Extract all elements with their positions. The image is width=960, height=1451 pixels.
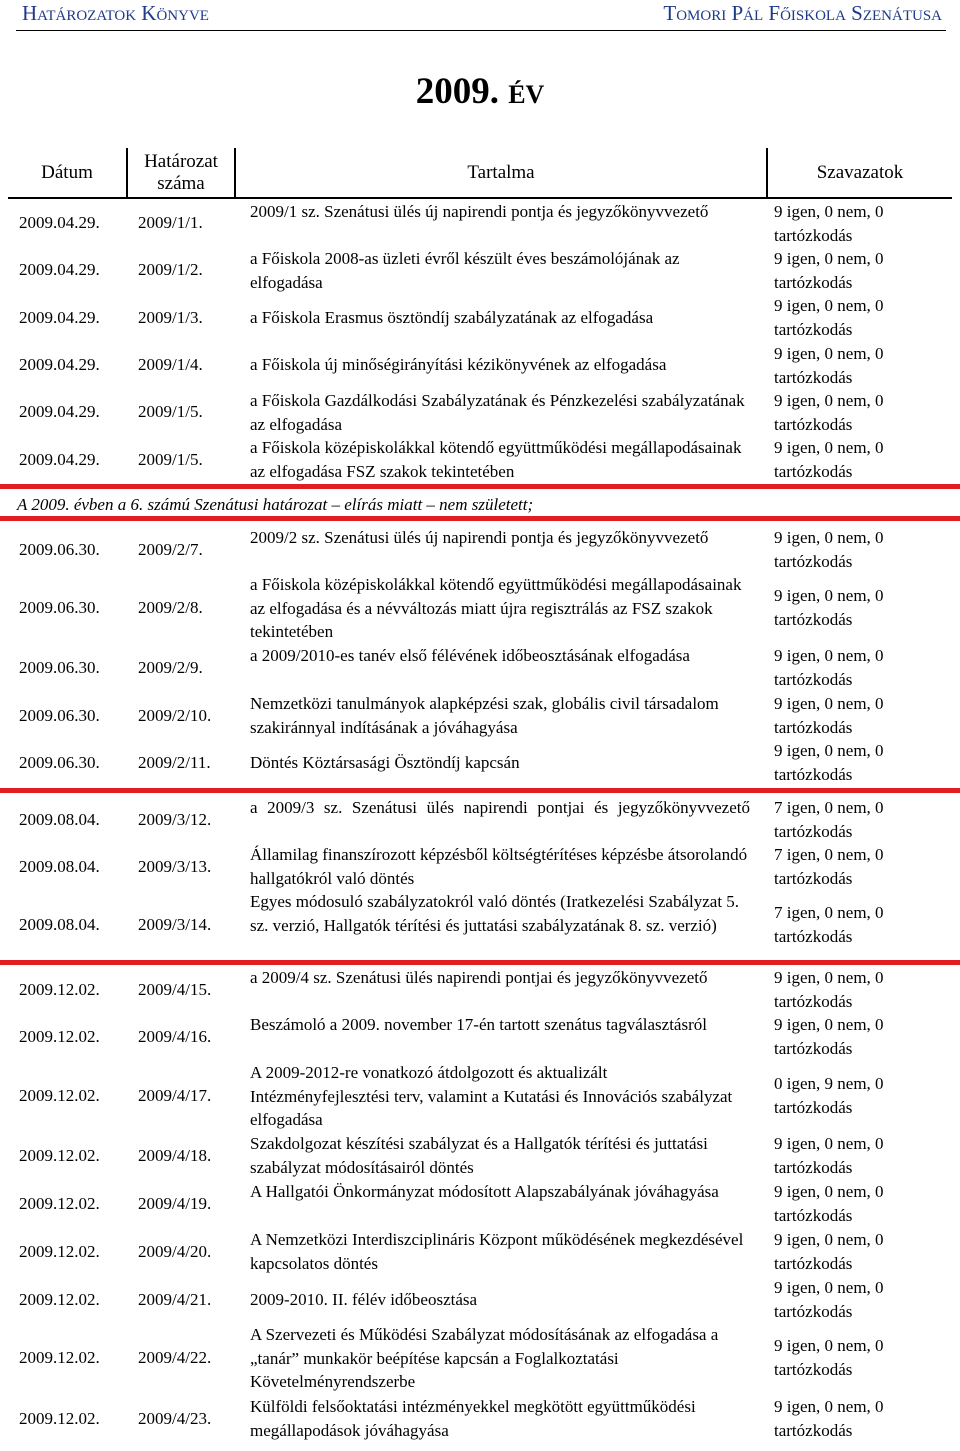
row-content: A Nemzetközi Interdiszciplináris Központ működésének megkezdésével kapcsolatos döntés	[250, 1230, 744, 1273]
section-divider	[0, 960, 960, 965]
column-header-rule	[8, 197, 952, 199]
row-votes: 9 igen, 0 nem, 0 tartózkodás	[774, 528, 884, 571]
year-title: 2009. év	[415, 71, 545, 112]
row-votes: 7 igen, 0 nem, 0 tartózkodás	[774, 798, 884, 841]
row-number: 2009/3/13.	[138, 857, 212, 876]
row-number: 2009/2/9.	[138, 658, 203, 677]
row-votes: 7 igen, 0 nem, 0 tartózkodás	[774, 845, 884, 888]
row-votes: 9 igen, 0 nem, 0 tartózkodás	[774, 1015, 884, 1058]
row-content: a Főiskola Gazdálkodási Szabályzatának és Pénzkezelési szabályzatának az elfogadása	[250, 391, 745, 434]
row-content: a Főiskola 2008-as üzleti évről készült éves beszámolójának az elfogadása	[250, 249, 680, 292]
row-content: a 2009/3 sz. Szenátusi ülés napirendi pontjai és jegyzőkönyvvezető	[250, 798, 750, 817]
row-date: 2009.04.29.	[19, 260, 100, 279]
section-divider	[0, 788, 960, 793]
row-content: 2009/1 sz. Szenátusi ülés új napirendi pontja és jegyzőkönyvvezető	[250, 202, 709, 221]
row-content: Szakdolgozat készítési szabályzat és a Hallgatók térítési és juttatási szabályzat módosításairól döntés	[250, 1134, 708, 1177]
row-number: 2009/4/15.	[138, 980, 212, 999]
row-content: a Főiskola középiskolákkal kötendő együttműködési megállapodásainak az elfogadása és a névváltozás miatt újra regisztrálás az FSZ szakok tekintetében	[250, 575, 742, 641]
row-number: 2009/4/23.	[138, 1409, 212, 1428]
row-date: 2009.12.02.	[19, 980, 100, 999]
column-content: Tartalma	[235, 148, 767, 198]
row-content: Döntés Köztársasági Ösztöndíj kapcsán	[250, 753, 520, 772]
row-number: 2009/2/11.	[138, 753, 211, 772]
section-divider	[0, 516, 960, 521]
row-date: 2009.06.30.	[19, 540, 100, 559]
row-votes: 9 igen, 0 nem, 0 tartózkodás	[774, 391, 884, 434]
row-date: 2009.04.29.	[19, 402, 100, 421]
row-votes: 9 igen, 0 nem, 0 tartózkodás	[774, 968, 884, 1011]
row-content: A 2009-2012-re vonatkozó átdolgozott és aktualizált Intézményfejlesztési terv, valamint a Kutatási és Innovációs szabályzat elfogadása	[250, 1063, 733, 1129]
row-content: a Főiskola középiskolákkal kötendő együttműködési megállapodásainak az elfogadása FSZ szakok tekintetében	[250, 438, 742, 481]
row-votes: 9 igen, 0 nem, 0 tartózkodás	[774, 1397, 884, 1440]
column-header	[8, 148, 952, 198]
row-votes: 9 igen, 0 nem, 0 tartózkodás	[774, 586, 884, 629]
row-content: A Hallgatói Önkormányzat módosított Alapszabályának jóváhagyása	[250, 1182, 719, 1201]
row-votes: 9 igen, 0 nem, 0 tartózkodás	[774, 1230, 884, 1273]
row-content: Külföldi felsőoktatási intézményekkel megkötött együttműködési megállapodások jóváhagyása	[250, 1397, 696, 1440]
page-header	[22, 0, 942, 30]
row-number: 2009/4/17.	[138, 1086, 212, 1105]
row-content: Államilag finanszírozott képzésből költségtérítéses képzésbe átsorolandó hallgatókról való döntés	[250, 845, 748, 888]
column-number: Határozat száma	[127, 148, 235, 198]
row-date: 2009.12.02.	[19, 1290, 100, 1309]
row-number: 2009/4/18.	[138, 1146, 212, 1165]
row-votes: 7 igen, 0 nem, 0 tartózkodás	[774, 903, 884, 946]
row-content: Nemzetközi tanulmányok alapképzési szak, globális civil társadalom szakiránnyal indításának a jóváhagyása	[250, 694, 719, 737]
header-rule	[16, 30, 946, 31]
row-date: 2009.12.02.	[19, 1194, 100, 1213]
row-content: a Főiskola új minőségirányítási kézikönyvének az elfogadása	[250, 355, 667, 374]
row-votes: 9 igen, 0 nem, 0 tartózkodás	[774, 694, 884, 737]
row-content: Beszámoló a 2009. november 17-én tartott szenátus tagválasztásról	[250, 1015, 707, 1034]
row-number: 2009/3/12.	[138, 810, 212, 829]
row-content: Egyes módosuló szabályzatokról való döntés (Iratkezelési Szabályzat 5. sz. verzió, Hallgatók térítési és juttatási szabályzatának 8. sz. verzió)	[250, 892, 740, 935]
row-date: 2009.08.04.	[19, 857, 100, 876]
row-date: 2009.12.02.	[19, 1146, 100, 1165]
column-date: Dátum	[8, 148, 127, 198]
row-number: 2009/1/5.	[138, 402, 203, 421]
row-date: 2009.12.02.	[19, 1027, 100, 1046]
row-number: 2009/4/20.	[138, 1242, 212, 1261]
row-votes: 9 igen, 0 nem, 0 tartózkodás	[774, 646, 884, 689]
row-content: a 2009/2010-es tanév első félévének időbeosztásának elfogadása	[250, 646, 690, 665]
row-number: 2009/4/21.	[138, 1290, 212, 1309]
row-date: 2009.08.04.	[19, 810, 100, 829]
row-votes: 9 igen, 0 nem, 0 tartózkodás	[774, 438, 884, 481]
row-number: 2009/1/3.	[138, 308, 203, 327]
row-content: 2009-2010. II. félév időbeosztása	[250, 1290, 478, 1309]
row-date: 2009.04.29.	[19, 308, 100, 327]
row-date: 2009.12.02.	[19, 1409, 100, 1428]
erratum-note: A 2009. évben a 6. számú Szenátusi határozat – elírás miatt – nem született;	[17, 495, 534, 514]
row-number: 2009/1/2.	[138, 260, 203, 279]
row-votes: 9 igen, 0 nem, 0 tartózkodás	[774, 1336, 884, 1379]
row-number: 2009/1/1.	[138, 213, 203, 232]
row-number: 2009/1/5.	[138, 450, 203, 469]
row-date: 2009.04.29.	[19, 355, 100, 374]
row-content: a Főiskola Erasmus ösztöndíj szabályzatának az elfogadása	[250, 308, 654, 327]
row-votes: 0 igen, 9 nem, 0 tartózkodás	[774, 1074, 884, 1117]
row-votes: 9 igen, 0 nem, 0 tartózkodás	[774, 202, 884, 245]
section-divider	[0, 484, 960, 489]
row-date: 2009.04.29.	[19, 213, 100, 232]
row-number: 2009/3/14.	[138, 915, 212, 934]
row-number: 2009/2/7.	[138, 540, 203, 559]
row-content: 2009/2 sz. Szenátusi ülés új napirendi pontja és jegyzőkönyvvezető	[250, 528, 709, 547]
row-date: 2009.12.02.	[19, 1086, 100, 1105]
row-number: 2009/4/19.	[138, 1194, 212, 1213]
row-content: a 2009/4 sz. Szenátusi ülés napirendi pontjai és jegyzőkönyvvezető	[250, 968, 708, 987]
senate-title: Tomori Pál Főiskola Szenátusa	[663, 1, 942, 25]
row-number: 2009/2/10.	[138, 706, 212, 725]
row-date: 2009.12.02.	[19, 1348, 100, 1367]
row-number: 2009/4/22.	[138, 1348, 212, 1367]
row-votes: 9 igen, 0 nem, 0 tartózkodás	[774, 344, 884, 387]
row-number: 2009/2/8.	[138, 598, 203, 617]
row-votes: 9 igen, 0 nem, 0 tartózkodás	[774, 1134, 884, 1177]
row-votes: 9 igen, 0 nem, 0 tartózkodás	[774, 741, 884, 784]
column-votes: Szavazatok	[816, 162, 904, 183]
row-date: 2009.12.02.	[19, 1242, 100, 1261]
book-title: Határozatok Könyve	[22, 1, 209, 25]
row-content: A Szervezeti és Működési Szabályzat módosításának az elfogadása a „tanár” munkakör beépítése kapcsán a Foglalkoztatási Követelményrendszerbe	[250, 1325, 719, 1391]
row-votes: 9 igen, 0 nem, 0 tartózkodás	[774, 1182, 884, 1225]
row-date: 2009.06.30.	[19, 598, 100, 617]
row-number: 2009/4/16.	[138, 1027, 212, 1046]
row-votes: 9 igen, 0 nem, 0 tartózkodás	[774, 296, 884, 339]
row-number: 2009/1/4.	[138, 355, 203, 374]
row-date: 2009.08.04.	[19, 915, 100, 934]
row-date: 2009.06.30.	[19, 753, 100, 772]
row-date: 2009.06.30.	[19, 658, 100, 677]
row-votes: 9 igen, 0 nem, 0 tartózkodás	[774, 1278, 884, 1321]
row-votes: 9 igen, 0 nem, 0 tartózkodás	[774, 249, 884, 292]
row-date: 2009.06.30.	[19, 706, 100, 725]
row-date: 2009.04.29.	[19, 450, 100, 469]
